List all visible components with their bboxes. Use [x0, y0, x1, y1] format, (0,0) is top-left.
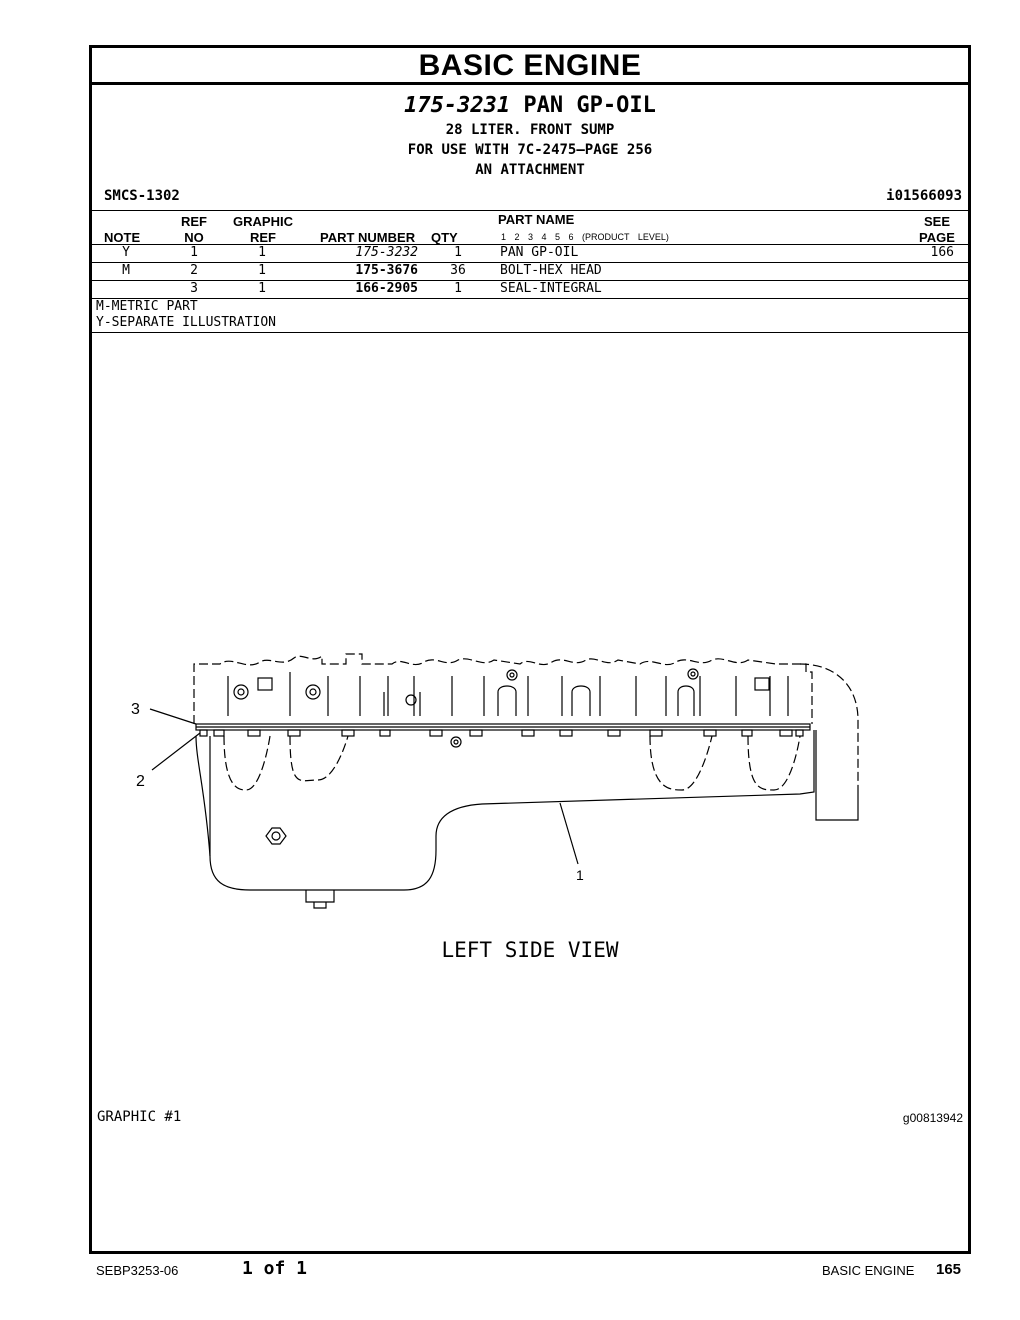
row1-page: 166: [930, 245, 954, 260]
row1-graphic: 1: [258, 245, 266, 260]
row2-ref: 2: [190, 263, 198, 278]
row1-name: PAN GP-OIL: [500, 245, 579, 260]
row1-qty: 1: [454, 245, 462, 260]
callout-2: 2: [136, 773, 145, 790]
group-name: PAN GP-OIL: [523, 93, 656, 118]
section-title: BASIC ENGINE: [418, 49, 642, 82]
header-graphic-bottom: REF: [250, 230, 276, 245]
header-ref-top: REF: [181, 214, 207, 229]
row2-name: BOLT-HEX HEAD: [500, 263, 602, 278]
header-part-name: PART NAME: [498, 212, 575, 227]
section-title-bar: [92, 48, 968, 85]
table-top-rule: [92, 210, 968, 211]
row2-note: M: [122, 263, 130, 278]
callout-3: 3: [131, 701, 140, 718]
callout-1: 1: [576, 867, 584, 883]
illustration-id: i01566093: [886, 188, 962, 204]
row2-qty: 36: [450, 263, 466, 278]
view-label: LEFT SIDE VIEW: [441, 938, 619, 962]
group-part-number: 175-3231: [404, 93, 511, 118]
note-metric: M-METRIC PART: [96, 299, 198, 314]
row3-graphic: 1: [258, 281, 266, 296]
row1-part-number: 175-3232: [355, 245, 418, 260]
row1-ref: 1: [190, 245, 198, 260]
header-ref-bottom: NO: [184, 230, 204, 245]
description-line-3: AN ATTACHMENT: [475, 162, 585, 178]
row3-ref: 3: [190, 281, 198, 296]
row1-note: Y: [122, 245, 130, 260]
header-part-number: PART NUMBER: [320, 230, 416, 245]
row-rule: [92, 298, 968, 299]
graphic-id: g00813942: [902, 1111, 963, 1125]
row3-part-number: 166-2905: [355, 281, 418, 296]
row2-part-number: 175-3676: [355, 263, 418, 278]
row3-name: SEAL-INTEGRAL: [500, 281, 602, 296]
document-frame: [89, 45, 971, 1254]
header-see-top: SEE: [923, 214, 950, 229]
footer-section: BASIC ENGINE: [822, 1263, 915, 1278]
header-see-bottom: PAGE: [919, 230, 955, 245]
footer-doc-number: SEBP3253-06: [96, 1263, 179, 1278]
group-heading: [92, 93, 968, 118]
description-line-2: FOR USE WITH 7C-2475—PAGE 256: [407, 142, 653, 158]
notes-rule: [92, 332, 968, 333]
header-qty: QTY: [431, 230, 458, 245]
header-graphic-top: GRAPHIC: [233, 214, 293, 229]
footer-page-number: 165: [936, 1261, 962, 1278]
row2-graphic: 1: [258, 263, 266, 278]
footer-page-of: 1 of 1: [242, 1258, 308, 1279]
row3-qty: 1: [454, 281, 462, 296]
note-separate-illustration: Y-SEPARATE ILLUSTRATION: [96, 315, 277, 330]
description-line-1: 28 LITER. FRONT SUMP: [445, 122, 615, 138]
smcs-code: SMCS-1302: [104, 188, 180, 204]
graphic-label: GRAPHIC #1: [97, 1109, 182, 1125]
header-note: NOTE: [104, 230, 141, 245]
header-product-levels: 1 2 3 4 5 6 (PRODUCT LEVEL): [501, 232, 669, 242]
